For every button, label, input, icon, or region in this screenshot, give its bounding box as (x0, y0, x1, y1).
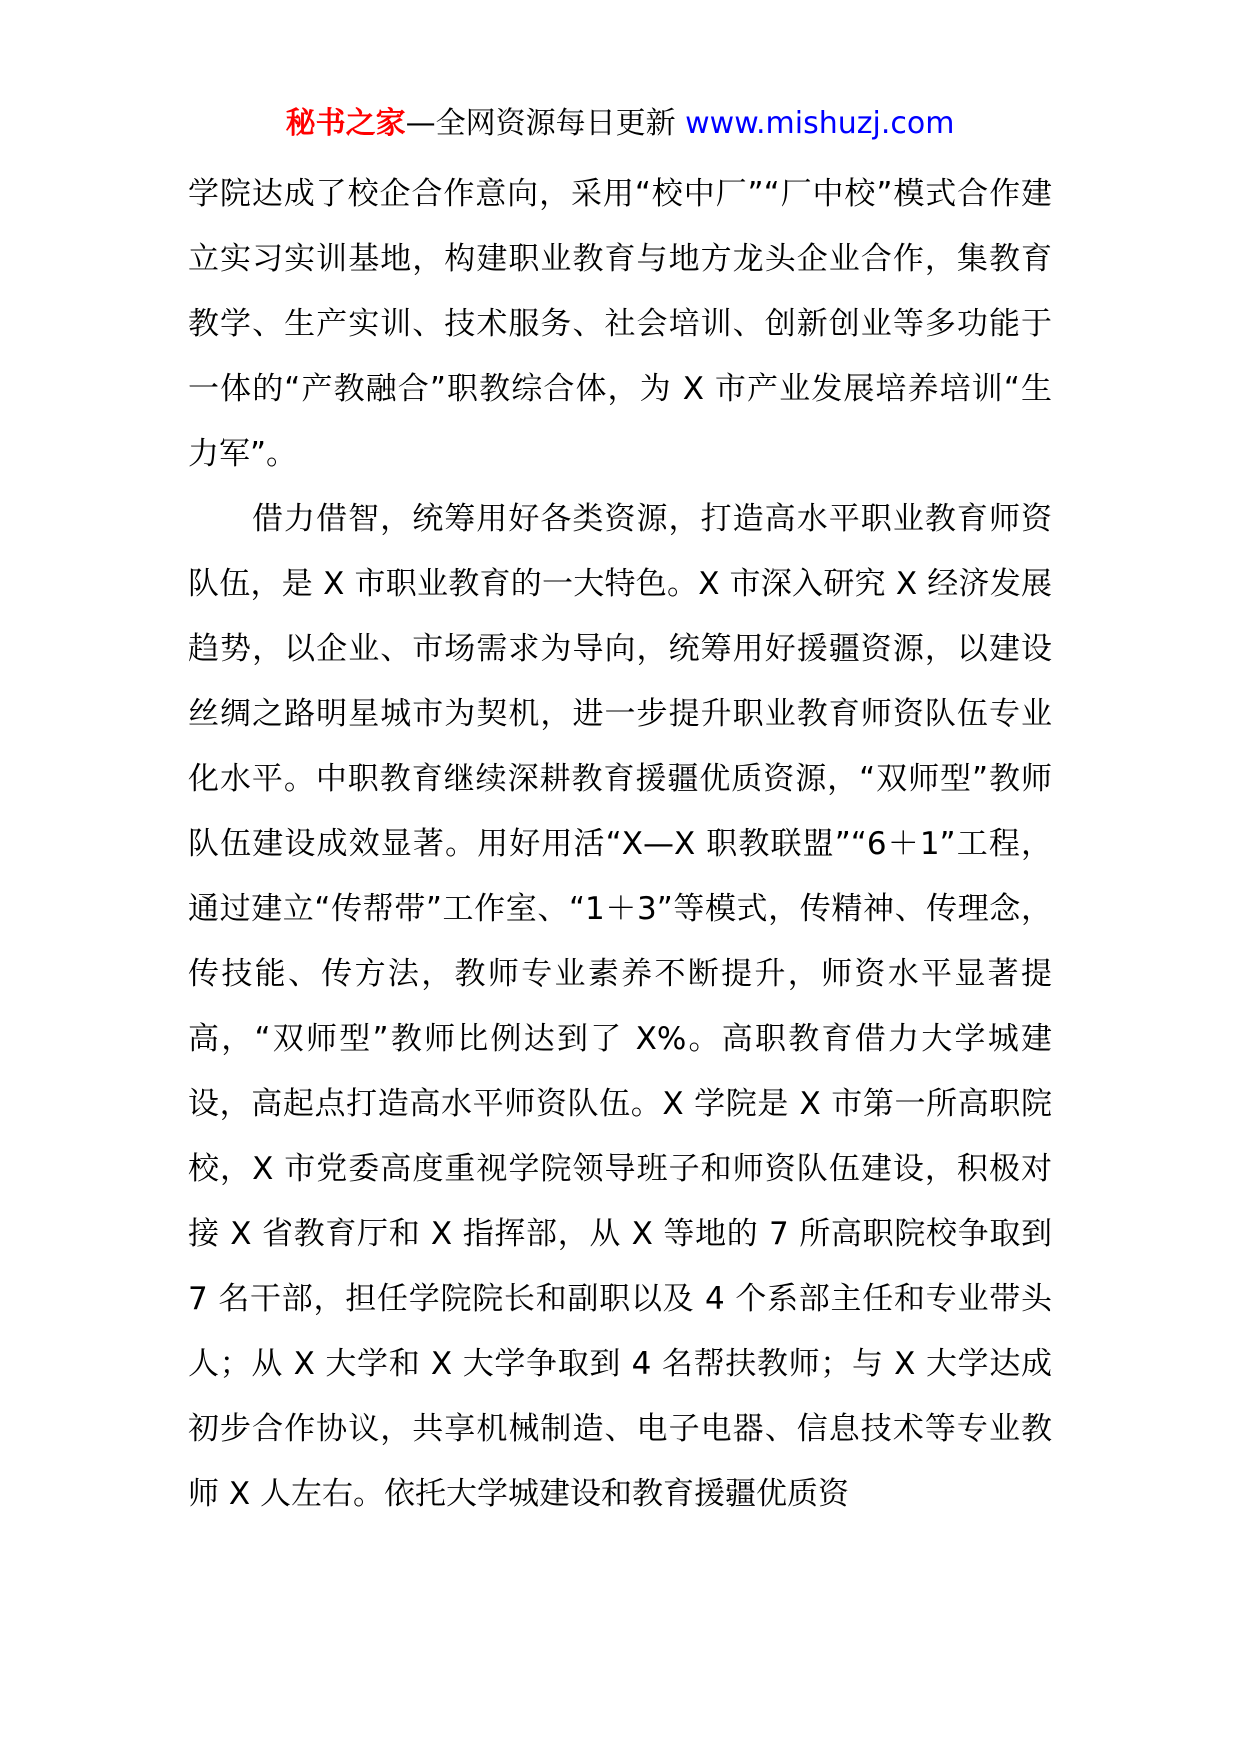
paragraph-continuation: 学院达成了校企合作意向，采用“校中厂”“厂中校”模式合作建立实习实训基地，构建职业教育与地方龙头企业合作，集教育教学、生产实训、技术服务、社会培训、创新创业等多功能于一体的“产教融合”职教综合体，为 X 市产业发展培养培训“生力军”。 (188, 176, 1052, 472)
paragraph: 借力借智，统筹用好各类资源，打造高水平职业教育师资队伍，是 X 市职业教育的一大特色。X 市深入研究 X 经济发展趋势，以企业、市场需求为导向，统筹用好援疆资源，以建设丝绸之路明星城市为契机，进一步提升职业教育师资队伍专业化水平。中职教育继续深耕教育援疆优质资源，“双师型”教师队伍建设成效显著。用好用活“X—X 职教联盟”“6＋1”工程，通过建立“传帮带”工作室、“1＋3”等模式，传精神、传理念，传技能、传方法，教师专业素养不断提升，师资水平显著提高，“双师型”教师比例达到了 X%。高职教育借力大学城建设，高起点打造高水平师资队伍。X 学院是 X 市第一所高职院校，X 市党委高度重视学院领导班子和师资队伍建设，积极对接 X 省教育厅和 X 指挥部，从 X 等地的 7 所高职院校争取到 7 名干部，担任学院院长和副职以及 4 个系部主任和专业带头人；从 X 大学和 X 大学争取到 4 名帮扶教师；与 X 大学达成初步合作协议，共享机械制造、电子电器、信息技术等专业教师 X 人左右。依托大学城建设和教育援疆优质资 (188, 501, 1052, 1512)
brand-name: 秘书之家 (285, 106, 406, 141)
document-body (188, 162, 1052, 1527)
website-link[interactable]: www.mishuzj.com (685, 106, 955, 141)
header-tagline: —全网资源每日更新 (405, 106, 676, 141)
page-header (0, 104, 1240, 144)
